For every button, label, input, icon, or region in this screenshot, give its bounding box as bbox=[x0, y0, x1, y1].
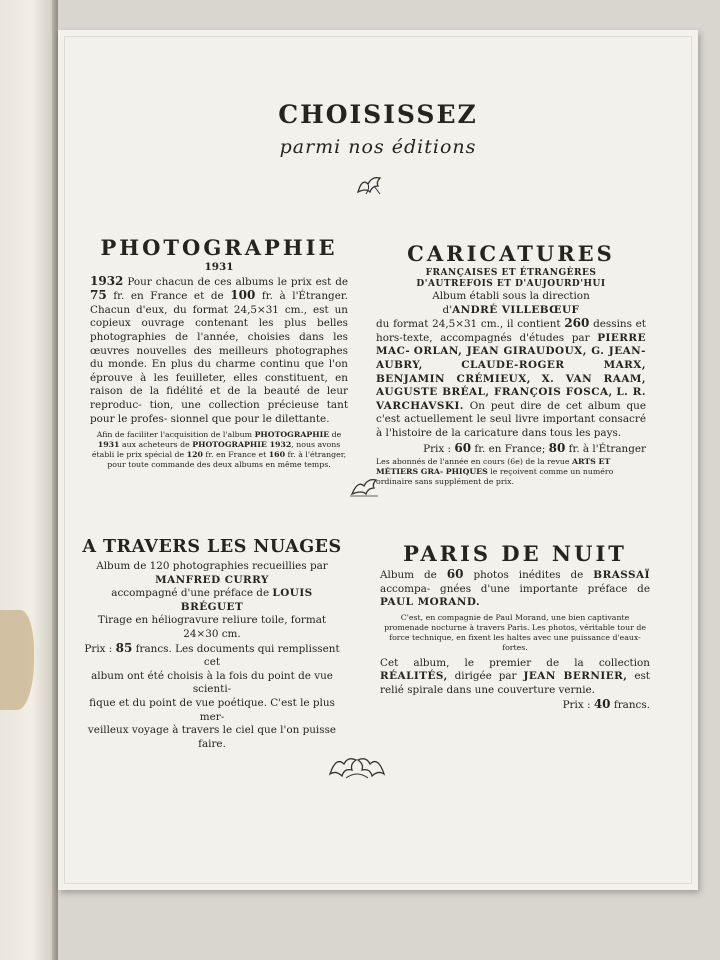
author-names: ORLAN, JEAN GIRAUDOUX, G. JEAN-AUBRY, bbox=[376, 345, 646, 371]
nuages-title: A TRAVERS LES NUAGES bbox=[82, 537, 342, 557]
paris-intro bbox=[380, 568, 650, 610]
price-line bbox=[80, 642, 344, 670]
note-text: Afin de faciliter l'acquisition de l'album bbox=[96, 430, 253, 440]
note-text: PHOTOGRAPHIE 1932 bbox=[192, 440, 292, 450]
note-text: PHIQUES bbox=[445, 467, 488, 477]
author-names: PIERRE MAC- bbox=[376, 331, 646, 358]
text-line: dirigée par bbox=[454, 670, 517, 683]
text-line: gnées d'une importante préface de bbox=[440, 582, 650, 595]
text-line: Album de bbox=[380, 569, 437, 581]
paris-note bbox=[380, 613, 650, 653]
text-line: veilleux voyage à travers le ciel que l'on puisse faire. bbox=[87, 724, 337, 750]
year-1932: 1932 bbox=[90, 273, 124, 288]
price-label: Prix : bbox=[84, 642, 113, 655]
text-line: accompagné d'une préface de bbox=[111, 587, 270, 600]
text-line: l'histoire de la caricature dans tous les pays. bbox=[385, 426, 622, 439]
paris-section bbox=[380, 542, 650, 712]
note-text: 160 bbox=[268, 450, 286, 460]
price-france: 60 bbox=[454, 440, 472, 455]
collection-name: RÉALITÉS, bbox=[380, 670, 448, 683]
note-text: aux bbox=[121, 440, 137, 450]
preface-author: LOUIS BRÉGUET bbox=[180, 587, 313, 613]
bird-ornament-top bbox=[354, 172, 386, 198]
note-text: de bbox=[331, 430, 342, 440]
caricatures-body bbox=[376, 317, 646, 440]
paris-price bbox=[380, 698, 650, 713]
author-names: X. VAN RAAM, AUGUSTE BRÉAL, FRANÇOIS FOSCA, bbox=[376, 372, 646, 399]
text-line: que l'on éprouve à les feuilleter, elles constituent, en bbox=[90, 358, 348, 384]
author-names: L. R. VARCHAVSKI. bbox=[376, 386, 647, 412]
caricatures-price bbox=[376, 442, 646, 457]
paper-stain bbox=[0, 610, 34, 710]
preface-line bbox=[80, 587, 344, 614]
direction-line bbox=[376, 304, 646, 318]
text-line: photographes du monde. En plus du charme continu bbox=[90, 344, 348, 371]
text-line: photos inédites de bbox=[473, 569, 584, 581]
text-line: Album établi sous la direction bbox=[432, 290, 590, 302]
caricatures-title: CARICATURES bbox=[407, 241, 615, 266]
drawing-count: 260 bbox=[564, 316, 590, 331]
text-line: Album de 120 photographies recueillies par bbox=[96, 560, 328, 572]
note-text: fr. à l'étranger, pour toute commande des deux bbox=[107, 450, 347, 470]
author-names: CLAUDE-ROGER MARX, BENJAMIN CRÉMIEUX, bbox=[376, 358, 646, 385]
photographie-title: PHOTOGRAPHIE bbox=[100, 235, 338, 260]
note-text: acheteurs de bbox=[138, 440, 190, 450]
caricatures-note bbox=[376, 457, 646, 487]
price-label: Prix : bbox=[562, 698, 591, 711]
note-text: albums en même temps. bbox=[234, 460, 331, 470]
bird-ornament-middle bbox=[348, 472, 382, 500]
text-line: en France et de bbox=[130, 290, 224, 303]
caricatures-section bbox=[376, 242, 646, 487]
director-name: JEAN BERNIER, bbox=[523, 670, 628, 683]
text-line: fr. bbox=[113, 290, 125, 303]
text-line: Tirage en héliogravure reliure toile, format 24×30 cm. bbox=[97, 614, 327, 640]
price-text: fr. en France; bbox=[474, 442, 546, 455]
text-line: On peut dire de cet album que bbox=[469, 399, 646, 412]
paris-title: PARIS DE NUIT bbox=[403, 541, 627, 566]
text-line: Pour chacun de ces albums le prix est de bbox=[127, 275, 348, 288]
paris-body bbox=[380, 657, 650, 698]
note-text: à travers Paris. Les photos, véritable tour de force technique, en fixent les bbox=[389, 622, 646, 642]
text-line: une couverture vernie. bbox=[474, 683, 595, 696]
photographie-section bbox=[90, 236, 348, 470]
photographie-note bbox=[90, 430, 348, 470]
photo-count: 60 bbox=[446, 567, 464, 581]
price-abroad: 100 bbox=[230, 288, 256, 303]
caricatures-subtitle-2: D'AUTREFOIS ET D'AUJOURD'HUI bbox=[416, 279, 606, 289]
text-line: album ont été choisis à la fois du point de vue scienti- bbox=[91, 669, 333, 696]
text-line: Cet album, le premier de la collection bbox=[380, 656, 650, 669]
page-subtitle: parmi nos éditions bbox=[279, 136, 477, 158]
page-title: CHOISISSEZ bbox=[278, 100, 478, 129]
preface-author: PAUL MORAND. bbox=[380, 596, 481, 609]
text-line: c'est actuellement le seul livre important consacré à bbox=[376, 413, 646, 439]
price-value: 40 bbox=[593, 696, 611, 711]
author-name: MANFRED CURRY bbox=[155, 573, 269, 586]
price-label: Prix : bbox=[423, 442, 452, 455]
text-line: dessins et bbox=[593, 318, 646, 331]
bird-pair-ornament-bottom bbox=[326, 748, 388, 782]
author-name: ANDRÉ VILLEBŒUF bbox=[452, 303, 580, 316]
note-text: C'est, en compagnie de Paul Morand, une bien captivante promenade nocturne bbox=[384, 612, 630, 632]
text-line: est relié spirale dans bbox=[380, 670, 650, 696]
price-text: fr. à l'Étranger bbox=[568, 442, 646, 455]
note-text: 120 bbox=[186, 450, 203, 460]
text-line: tion, une collection précieuse tant pour le profes- bbox=[90, 398, 348, 425]
nuages-section bbox=[80, 536, 344, 751]
text-line: francs. Les documents qui remplissent cet bbox=[135, 642, 340, 669]
text-line: contenant les plus belles photographies de l'année, bbox=[90, 317, 348, 343]
text-line: choisies dans les œuvres nouvelles des meilleurs bbox=[90, 330, 348, 357]
note-text: le reçoivent comme un numéro ordinaire sans supplément de prix. bbox=[376, 467, 614, 487]
note-text: fr. en France et bbox=[205, 450, 267, 460]
text-line: hors-texte, accompagnés d'études par bbox=[376, 331, 590, 344]
note-text: Les abonnés de l'année en cours (6e) de la revue bbox=[376, 457, 570, 467]
note-text: haltes avec une puissance d'eaux-fortes. bbox=[502, 632, 641, 652]
text-line: fique et du point de vue poétique. C'est le plus mer- bbox=[89, 696, 335, 723]
note-text: PHOTOGRAPHIE bbox=[254, 430, 330, 440]
year-1931: 1931 bbox=[204, 261, 234, 273]
text-line: d' bbox=[442, 303, 453, 316]
photographer-name: BRASSAÏ bbox=[593, 569, 650, 581]
text-line: du format 24,5×31 cm., il contient bbox=[376, 318, 561, 331]
facing-page-edge bbox=[0, 0, 58, 960]
text-line: du format 24,5×31 cm., est un copieux ouvrage bbox=[90, 303, 348, 330]
caricatures-subtitle-1: FRANÇAISES ET ÉTRANGÈRES bbox=[425, 268, 597, 278]
text-line: accompa- bbox=[380, 582, 431, 595]
text-line: sionnel que pour le dilettante. bbox=[170, 412, 330, 425]
text-line: fr. à l'Étranger. Chacun d'eux, bbox=[90, 290, 348, 316]
note-text: ARTS ET MÉTIERS GRA- bbox=[376, 457, 611, 477]
note-text: , nous avons établi le prix spécial de bbox=[91, 440, 341, 460]
price-france: 75 bbox=[90, 288, 107, 303]
text-line: raison de la fidélité et de la beauté de leur reproduc- bbox=[90, 385, 348, 411]
note-text: 1931 bbox=[97, 440, 120, 450]
catalog-page bbox=[58, 30, 698, 890]
price-text: francs. bbox=[613, 698, 650, 711]
price-value: 85 bbox=[115, 640, 133, 655]
price-abroad: 80 bbox=[548, 440, 566, 455]
